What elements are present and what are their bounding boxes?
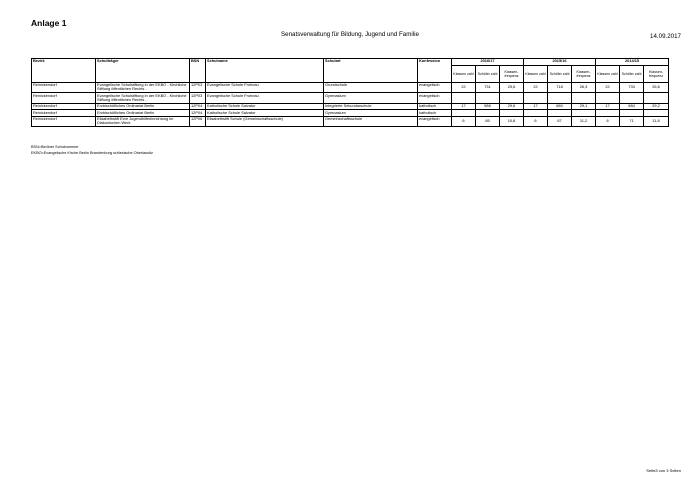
cell-klassenzahl: 22 — [596, 82, 620, 93]
cell-schuelerzahl: 684 — [620, 104, 644, 110]
table-row — [32, 82, 669, 93]
cell-klassenzahl: 22 — [524, 82, 548, 93]
cell-schuelerzahl: 733 — [620, 82, 644, 93]
schools-table — [31, 58, 669, 127]
cell-schuelerzahl: 731 — [476, 82, 500, 93]
cell-schulname: Katholische Schule Salvator — [206, 104, 324, 110]
cell-schulart: Gemeinschaftsschule — [324, 116, 418, 127]
cell-schuelerzahl: 680 — [548, 104, 572, 110]
footnotes — [31, 144, 153, 156]
year-header: 2014/15 — [596, 59, 669, 66]
cell-klassenfrequenz: 11,8 — [644, 116, 669, 127]
cell-konfession: katholisch — [418, 110, 452, 116]
cell-klassenfrequenz — [500, 93, 524, 104]
cell-bsn: 12P06 — [190, 116, 206, 127]
cell-schuelerzahl: 67 — [548, 116, 572, 127]
subheader-klassenfrequenz: Klassen-frequenz — [644, 65, 669, 82]
cell-klassenfrequenz — [644, 93, 669, 104]
cell-schuelerzahl: 718 — [548, 82, 572, 93]
cell-traeger: Elisabethstift Evre Jugendhilfeeinrichtung im Diakonischen Werk — [96, 116, 190, 127]
footnote-bsn: BSN=Berliner Schulnummer — [31, 145, 79, 149]
cell-klassenzahl — [452, 93, 476, 104]
cell-schulname: Katholische Schule Salvator — [206, 110, 324, 116]
subheader-klassenzahl: Klassen zahl — [452, 65, 476, 82]
cell-klassenfrequenz: 10,8 — [500, 116, 524, 127]
cell-klassenzahl: 6 — [524, 116, 548, 127]
subheader-klassenfrequenz: Klassen-frequenz — [572, 65, 596, 82]
cell-schuelerzahl — [620, 93, 644, 104]
subheader-schuelerzahl: Schüler zahl — [476, 65, 500, 82]
cell-traeger: Evangelische Schulstiftung in der EKBO - Kirchliche Stiftung öffentlichen Rechts - — [96, 82, 190, 93]
cell-schulart: Gymnasium — [324, 93, 418, 104]
column-header-bsn: BSN — [190, 59, 206, 83]
column-header-bezirk: Bezirk — [32, 59, 96, 83]
cell-konfession: katholisch — [418, 104, 452, 110]
subheader-klassenzahl: Klassen zahl — [596, 65, 620, 82]
cell-konfession: evangelisch — [418, 93, 452, 104]
cell-schuelerzahl — [476, 93, 500, 104]
subheader-schuelerzahl: Schüler zahl — [548, 65, 572, 82]
cell-klassenzahl — [524, 93, 548, 104]
table-header-row — [32, 59, 669, 66]
cell-schulname: Elisabethstift Schule (Gemeinschaftsschule) — [206, 116, 324, 127]
cell-klassenzahl: 6 — [596, 116, 620, 127]
page-number: Seite3 von 3 Seiten — [646, 468, 681, 473]
cell-klassenzahl: 17 — [452, 104, 476, 110]
cell-bsn: 12P03 — [190, 93, 206, 104]
cell-bezirk: Reinickendorf — [32, 93, 96, 104]
cell-klassenzahl: 17 — [524, 104, 548, 110]
cell-schuelerzahl: 586 — [476, 104, 500, 110]
cell-klassenfrequenz: 26,3 — [572, 82, 596, 93]
cell-schuelerzahl: 65 — [476, 116, 500, 127]
cell-traeger: Evangelische Schulstiftung in der EKBO - Kirchliche Stiftung öffentlichen Rechts - — [96, 93, 190, 104]
cell-schuelerzahl — [548, 93, 572, 104]
document-date: 14.09.2017 — [650, 33, 681, 40]
cell-traeger: Erzbischöfliches Ordinariat Berlin — [96, 110, 190, 116]
cell-bezirk: Reinickendorf — [32, 116, 96, 127]
cell-klassenzahl — [596, 93, 620, 104]
year-header: 2016/17 — [452, 59, 524, 66]
cell-bsn: 12P04 — [190, 110, 206, 116]
footnote-ekbo: EKBO=Evangelische Kirche Berlin Brandenburg schlesische Oberlausitz — [31, 151, 153, 155]
table-row — [32, 116, 669, 127]
cell-klassenfrequenz: 29,2 — [644, 104, 669, 110]
column-header-schulart: Schulart — [324, 59, 418, 83]
table-row — [32, 93, 669, 104]
cell-schulname: Evangelische Schule Frohnau — [206, 82, 324, 93]
cell-klassenfrequenz — [572, 93, 596, 104]
cell-schuelerzahl: 71 — [620, 116, 644, 127]
cell-klassenfrequenz: 11,2 — [572, 116, 596, 127]
cell-traeger: Erzbischöfliches Ordinariat Berlin — [96, 104, 190, 110]
cell-schulname: Evangelische Schule Frohnau — [206, 93, 324, 104]
cell-bsn: 12P03 — [190, 82, 206, 93]
cell-klassenfrequenz: 29,6 — [500, 104, 524, 110]
cell-bezirk: Reinickendorf — [32, 110, 96, 116]
cell-klassenfrequenz: 29,1 — [572, 104, 596, 110]
cell-schulart: Integrierte Sekundarschule — [324, 104, 418, 110]
cell-klassenzahl: 17 — [596, 104, 620, 110]
cell-bsn: 12P04 — [190, 104, 206, 110]
subheader-klassenzahl: Klassen zahl — [524, 65, 548, 82]
cell-bezirk: Reinickendorf — [32, 104, 96, 110]
cell-konfession: evangelisch — [418, 82, 452, 93]
column-header-schultraeger: Schulträger — [96, 59, 190, 83]
anlage-label: Anlage 1 — [31, 18, 67, 28]
column-header-konfession: Konfession — [418, 59, 452, 83]
cell-schulart: Grundschule — [324, 82, 418, 93]
cell-klassenzahl: 22 — [452, 82, 476, 93]
cell-klassenzahl: 6 — [452, 116, 476, 127]
column-header-schulname: Schulname — [206, 59, 324, 83]
cell-klassenfrequenz: 26,6 — [644, 82, 669, 93]
subheader-klassenfrequenz: Klassen-frequenz — [500, 65, 524, 82]
cell-klassenfrequenz: 25,6 — [500, 82, 524, 93]
year-header: 2015/16 — [524, 59, 596, 66]
page-title: Senatsverwaltung für Bildung, Jugend und Familie — [281, 31, 419, 38]
subheader-schuelerzahl: Schüler zahl — [620, 65, 644, 82]
cell-bezirk: Reinickendorf — [32, 82, 96, 93]
cell-konfession: evangelisch — [418, 116, 452, 127]
cell-schulart: Gymnasium — [324, 110, 418, 116]
